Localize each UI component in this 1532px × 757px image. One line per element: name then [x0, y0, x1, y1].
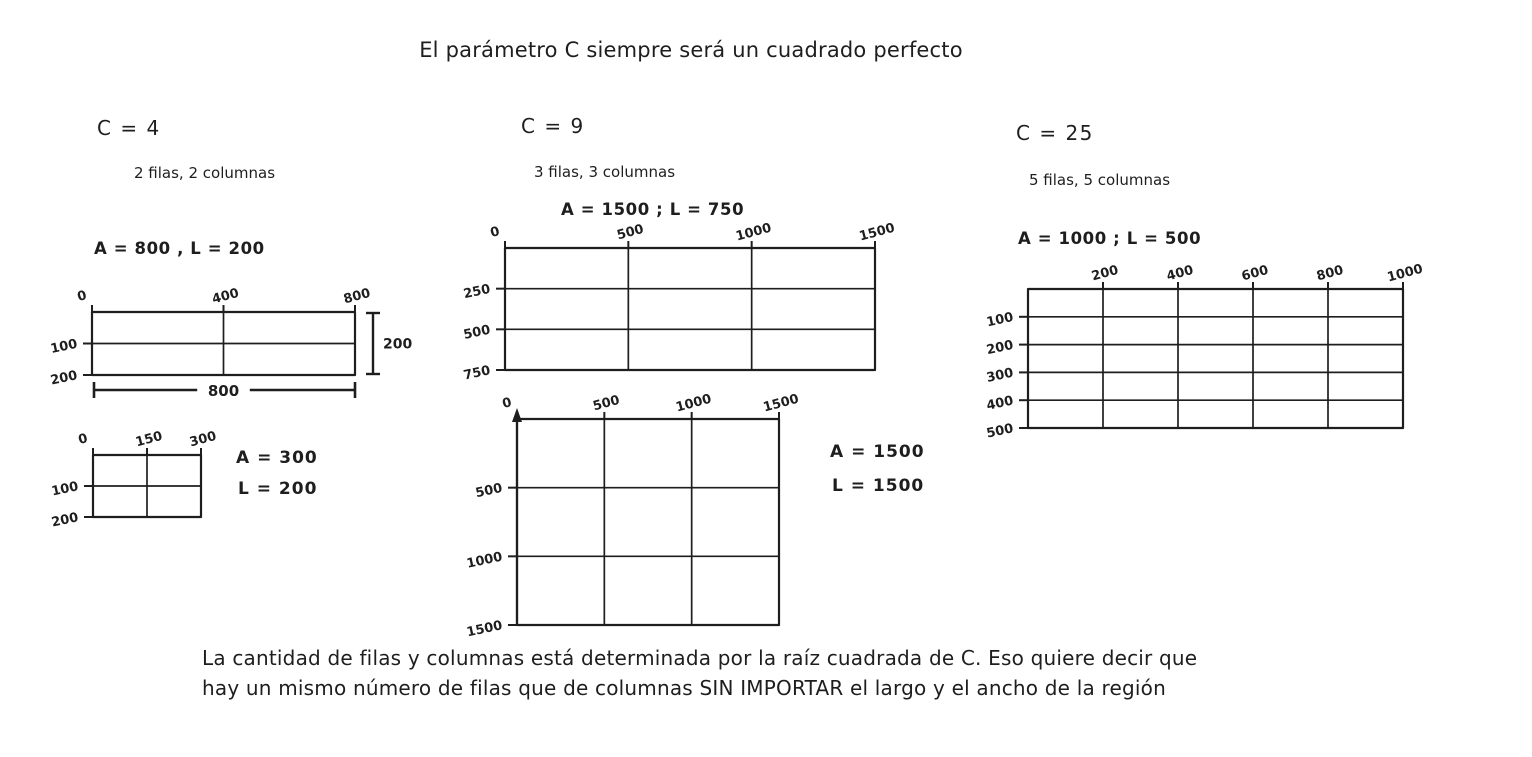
footer-explanation-line1: La cantidad de filas y columnas está determinada por la raíz cuadrada de C. Eso quiere decir que — [202, 646, 1198, 670]
section-c25-params: A = 1000 ; L = 500 — [1018, 229, 1202, 248]
svg-text:500: 500 — [591, 392, 622, 415]
svg-text:800: 800 — [342, 285, 373, 308]
c9-square-grid-length-label: L = 1500 — [832, 476, 925, 496]
svg-text:500: 500 — [615, 221, 646, 244]
c4-small-grid-length-label: L = 200 — [238, 479, 318, 499]
svg-text:200: 200 — [985, 337, 1015, 359]
section-c9-rows-cols: 3 filas, 3 columnas — [534, 163, 676, 181]
svg-text:100: 100 — [50, 479, 80, 500]
c9-wide-grid — [453, 216, 917, 386]
c9-square-grid-area-label: A = 1500 — [830, 442, 925, 462]
section-c25-rows-cols: 5 filas, 5 columnas — [1029, 171, 1171, 189]
c4-main-grid — [40, 280, 437, 419]
svg-text:500: 500 — [985, 421, 1015, 442]
svg-text:200: 200 — [50, 510, 80, 531]
svg-text:400: 400 — [985, 393, 1015, 414]
svg-text:1000: 1000 — [465, 549, 504, 572]
c25-grid — [976, 257, 1445, 444]
svg-text:0: 0 — [488, 224, 502, 242]
svg-text:1500: 1500 — [465, 618, 504, 641]
page-title: El parámetro C siempre será un cuadrado perfecto — [419, 38, 963, 62]
svg-text:1500: 1500 — [857, 220, 897, 245]
svg-text:1000: 1000 — [674, 391, 714, 416]
svg-text:200: 200 — [49, 368, 79, 389]
svg-text:800: 800 — [207, 382, 240, 400]
svg-text:400: 400 — [210, 285, 241, 308]
svg-text:0: 0 — [75, 288, 89, 306]
footer-explanation-line2: hay un mismo número de filas que de columnas SIN IMPORTAR el largo y el ancho de la región — [202, 676, 1166, 700]
c4-small-grid — [41, 423, 243, 533]
svg-text:750: 750 — [462, 363, 492, 384]
svg-text:300: 300 — [188, 428, 219, 451]
svg-text:300: 300 — [985, 365, 1015, 386]
svg-text:200: 200 — [383, 336, 413, 353]
c4-small-grid-area-label: A = 300 — [236, 448, 318, 468]
section-c25-heading: C = 25 — [1016, 121, 1094, 145]
svg-text:200: 200 — [1090, 262, 1121, 285]
svg-text:100: 100 — [49, 336, 79, 358]
svg-text:500: 500 — [474, 480, 504, 502]
svg-text:800: 800 — [1315, 262, 1346, 285]
svg-text:500: 500 — [462, 322, 492, 343]
section-c9-heading: C = 9 — [521, 114, 585, 138]
svg-text:100: 100 — [985, 310, 1015, 331]
svg-text:1500: 1500 — [761, 391, 801, 416]
svg-text:0: 0 — [76, 431, 90, 449]
svg-text:600: 600 — [1240, 262, 1271, 285]
svg-text:1000: 1000 — [734, 220, 774, 245]
svg-text:1000: 1000 — [1385, 261, 1425, 286]
section-c4-heading: C = 4 — [97, 116, 161, 140]
svg-text:150: 150 — [134, 428, 165, 451]
svg-text:0: 0 — [500, 395, 514, 413]
section-c4-rows-cols: 2 filas, 2 columnas — [134, 164, 276, 182]
svg-text:400: 400 — [1165, 262, 1196, 285]
svg-text:250: 250 — [462, 281, 492, 303]
c9-square-grid — [465, 387, 821, 641]
section-c4-params: A = 800 , L = 200 — [94, 239, 265, 258]
section-c9-params: A = 1500 ; L = 750 — [561, 200, 745, 219]
